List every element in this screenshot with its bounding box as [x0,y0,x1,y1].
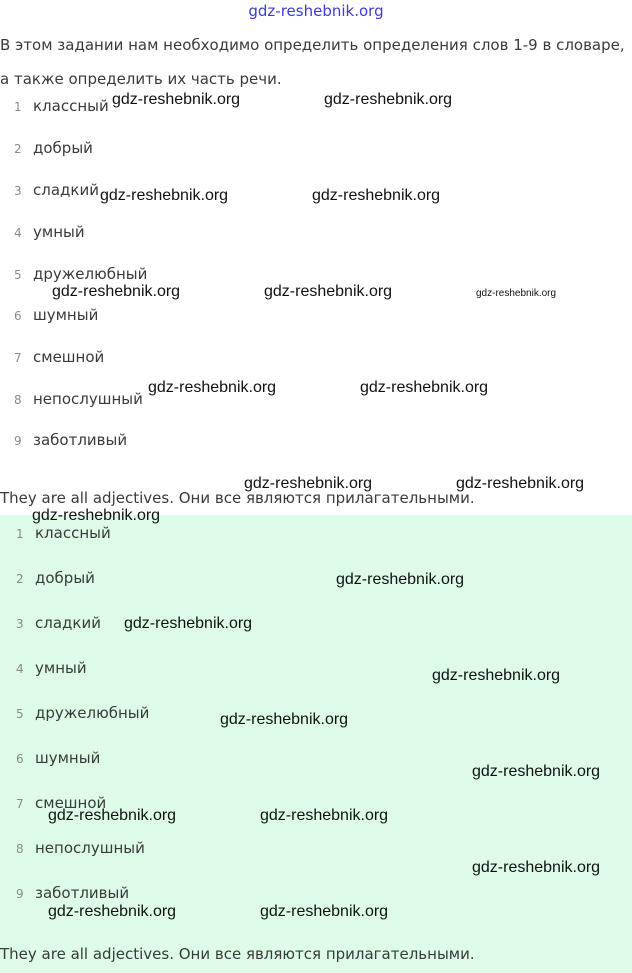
item-number: 3 [14,184,22,198]
item-word: дружелюбный [33,265,148,283]
item-word: дружелюбный [35,704,150,722]
item-number: 5 [16,707,24,721]
item-number: 6 [14,309,22,323]
watermark: gdz-reshebnik.org [48,807,177,824]
watermark: gdz-reshebnik.org [312,187,441,204]
watermark: gdz-reshebnik.org [32,507,161,524]
watermark: gdz-reshebnik.org [472,763,601,780]
item-number: 9 [16,887,24,901]
item-number: 7 [16,797,24,811]
item-word: умный [35,659,87,677]
item-word: шумный [35,749,101,767]
item-word: смешной [33,348,105,366]
item-word: заботливый [33,431,128,449]
item-word: смешной [35,794,107,812]
item-word: непослушный [33,390,143,408]
site-header: gdz-reshebnik.org [248,2,384,20]
watermark: gdz-reshebnik.org [52,283,181,300]
item-word: непослушный [35,839,145,857]
item-word: сладкий [35,614,101,632]
item-number: 6 [16,752,24,766]
watermark: gdz-reshebnik.org [112,91,241,108]
item-number: 8 [14,393,22,407]
item-word: заботливый [35,884,130,902]
watermark: gdz-reshebnik.org [220,711,349,728]
watermark: gdz-reshebnik.org [336,571,465,588]
watermark: gdz-reshebnik.org [472,859,601,876]
watermark: gdz-reshebnik.org [432,667,561,684]
watermark: gdz-reshebnik.org [260,807,389,824]
item-number: 2 [16,572,24,586]
task-intro: В этом задании нам необходимо определить определения слов 1-9 в словаре, а также определить их часть речи. [0,36,625,88]
watermark: gdz-reshebnik.org [148,379,277,396]
item-number: 7 [14,351,22,365]
watermark: gdz-reshebnik.org [260,903,389,920]
item-number: 8 [16,842,24,856]
watermark: gdz-reshebnik.org [244,475,373,492]
item-number: 1 [14,100,22,114]
watermark: gdz-reshebnik.org [360,379,489,396]
item-number: 4 [16,662,24,676]
item-number: 3 [16,617,24,631]
watermark: gdz-reshebnik.org [264,283,393,300]
watermark: gdz-reshebnik.org [48,903,177,920]
item-number: 5 [14,268,22,282]
item-word: классный [35,524,111,542]
item-word: добрый [33,139,93,157]
item-word: умный [33,223,85,241]
watermark: gdz-reshebnik.org [456,475,585,492]
watermark: gdz-reshebnik.org [476,288,557,299]
item-number: 2 [14,142,22,156]
item-word: сладкий [33,181,99,199]
item-number: 4 [14,226,22,240]
item-number: 1 [16,527,24,541]
watermark: gdz-reshebnik.org [324,91,453,108]
task-conclusion: They are all adjectives. Они все являются прилагательными. [0,489,475,507]
item-word: добрый [35,569,95,587]
item-word: классный [33,97,109,115]
item-word: шумный [33,306,99,324]
answer-conclusion: They are all adjectives. Они все являются прилагательными. [0,945,475,963]
item-number: 9 [14,434,22,448]
watermark: gdz-reshebnik.org [124,615,253,632]
watermark: gdz-reshebnik.org [100,187,229,204]
